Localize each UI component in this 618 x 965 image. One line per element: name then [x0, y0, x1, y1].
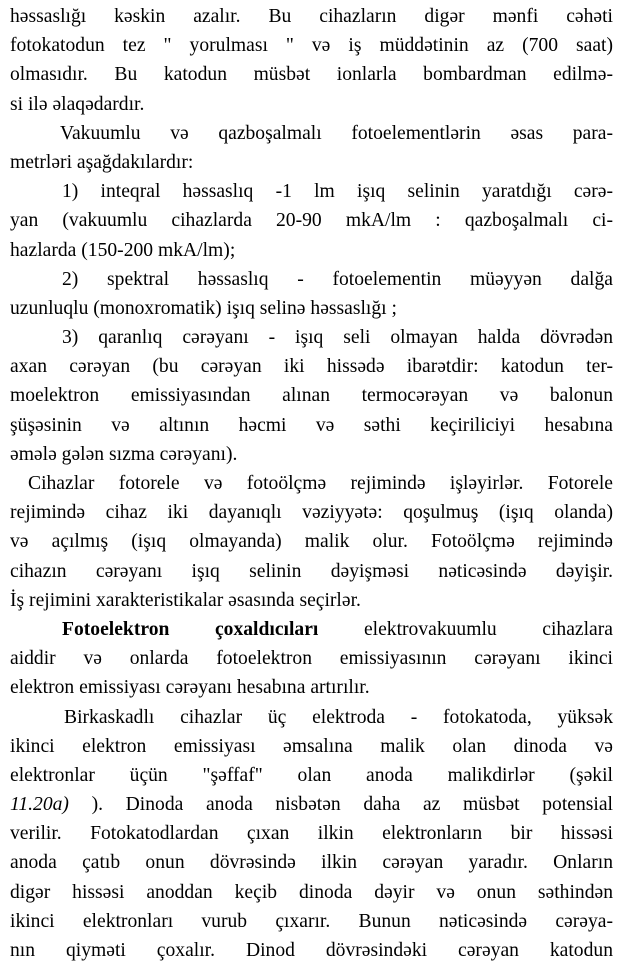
text-line	[10, 615, 613, 644]
text-run: ). Dinoda anoda nisbətən daha az müsbət potensial	[68, 794, 613, 816]
text-line: Cihazlar fotorele və fotoölçmə rejimində işləyirlər. Fotorele	[28, 473, 613, 494]
list-item-line: hazlarda (150-200 mkA/lm);	[10, 239, 236, 261]
list-item-line: əmələ gələn sızma cərəyanı).	[10, 443, 238, 465]
text-line: metrləri aşağdakılardır:	[10, 151, 194, 173]
text-line: ikinci elektronları vurub çıxarır. Bunun nəticəsində cərəya-	[10, 910, 613, 932]
text-line: anoda çatıb onun dövrəsində ilkin cərəyan yaradır. Onların	[10, 852, 613, 874]
document-page	[10, 2, 613, 965]
list-item-line: uzunluqlu (monoxromatik) işıq selinə həssaslığı ;	[10, 297, 397, 319]
text-line: həssaslığı kəskin azalır. Bu cihazların digər mənfi cəhəti	[10, 6, 613, 27]
list-item-line: yan (vakuumlu cihazlarda 20-90 mkA/lm : qazboşalmalı ci-	[10, 210, 613, 232]
list-item-line: axan cərəyan (bu cərəyan iki hissədə ibarətdir: katodun ter-	[10, 356, 613, 378]
text-run: elektrovakuumlu cihazlara	[318, 618, 613, 640]
text-line: cihazın cərəyanı işıq selinin dəyişməsi nəticəsində dəyişir.	[10, 560, 613, 582]
text-line: elektronlar üçün "şəffaf" olan anoda malikdirlər (şəkil	[10, 764, 613, 786]
text-line: fotokatodun tez " yorulması " və iş müddətinin az (700 saat)	[10, 35, 613, 57]
text-line: rejimində cihaz iki dayanıqlı vəziyyətə: qoşulmuş (işıq olanda)	[10, 502, 613, 524]
text-line: İş rejimini xarakteristikalar əsasında seçirlər.	[10, 589, 361, 611]
text-line: Birkaskadlı cihazlar üç elektroda - fotokatoda, yüksək	[64, 706, 613, 728]
text-line: olmasıdır. Bu katodun müsbət ionlarla bombardman edilmə-	[10, 64, 613, 86]
list-item-line: 3) qaranlıq cərəyanı - işıq seli olmayan halda dövrədən	[62, 327, 613, 349]
text-line: və açılmış (işıq olmayanda) malik olur. Fotoölçmə rejimində	[10, 531, 613, 553]
text-line: digər hissəsi anoddan keçib dinoda dəyir və onun səthindən	[10, 881, 613, 903]
list-item-line: 2) spektral həssaslıq - fotoelementin müəyyən dalğa	[62, 268, 613, 290]
text-line: elektron emissiyası cərəyanı hesabına artırılır.	[10, 677, 370, 699]
text-line: si ilə əlaqədardır.	[10, 93, 145, 115]
text-line: verilir. Fotokatodlardan çıxan ilkin elektronların bir hissəsi	[10, 823, 613, 845]
list-item-line: şüşəsinin və altının həcmi və səthi keçiriliciyi hesabına	[10, 414, 613, 436]
figure-reference: 11.20a)	[10, 794, 69, 816]
text-line: nın qiyməti çoxalır. Dinod dövrəsindəki cərəyan katodun	[10, 940, 613, 961]
list-item-line: moelektron emissiyasından alınan termocərəyan və balonun	[10, 385, 613, 407]
text-line	[10, 790, 613, 819]
text-line: ikinci elektron emissiyası əmsalına malik olan dinoda və	[10, 735, 613, 757]
list-item-line: 1) inteqral həssaslıq -1 lm işıq selinin yaratdığı cərə-	[62, 181, 613, 203]
text-line: Vakuumlu və qazboşalmalı fotoelementlərin əsas para-	[60, 122, 613, 144]
bold-term: Fotoelektron çoxaldıcıları	[62, 618, 319, 640]
text-line: aiddir və onlarda fotoelektron emissiyasının cərəyanı ikinci	[10, 648, 613, 670]
